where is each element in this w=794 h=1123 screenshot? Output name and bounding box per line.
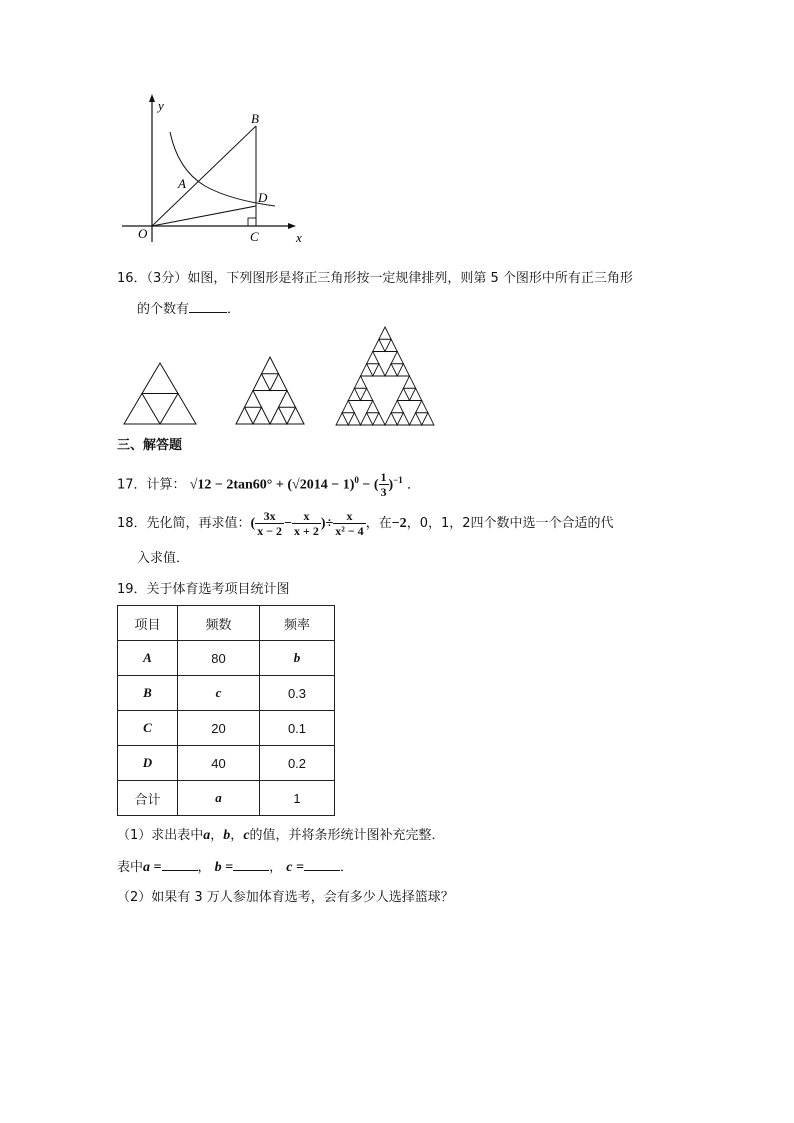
table-cell: 0.1 (260, 711, 335, 746)
q18-fraction-3: $\frac{x}{\text{x² − 4}}$ (335, 509, 364, 538)
table-cell: B (118, 676, 178, 711)
q18-minus: − (284, 516, 293, 531)
q19-sep: ， (230, 828, 244, 843)
q17-expr-b: − ( (358, 477, 379, 493)
table-cell: 0.3 (260, 676, 335, 711)
table-header-cell: 频数 (178, 606, 260, 641)
triangle-figure-3 (334, 325, 436, 427)
q19-answer-b-blank[interactable] (233, 858, 269, 871)
table-cell: c (178, 676, 260, 711)
label-o: O (138, 226, 148, 241)
q18-suffix-pre: ，在 (365, 516, 392, 531)
q18-line1 (117, 508, 614, 540)
table-row (118, 781, 335, 816)
q18-divide: ÷ (325, 516, 334, 531)
q19-part2: （2）如果有 3 万人参加体育选考，会有多少人选择篮球？ (117, 890, 454, 905)
label-d: D (258, 190, 268, 205)
q18-lparen: ( (250, 516, 256, 531)
segment-od (152, 206, 256, 226)
q17-exp-neg1: −1 (393, 475, 403, 485)
triangle-figure-2 (234, 355, 306, 426)
q16-answer-blank[interactable] (189, 300, 227, 313)
table-header-row (118, 606, 335, 641)
q17-fraction: $\frac{1}{3}$ (380, 470, 387, 500)
q17-expr-a: √12 − 2tan60° + (√2014 − 1) (189, 477, 355, 493)
table-row (118, 676, 335, 711)
table-cell: A (118, 641, 178, 676)
label-b: B (251, 111, 259, 126)
q19-answer-a-blank[interactable] (162, 858, 198, 871)
q18-line2: 入求值． (137, 551, 190, 566)
table-cell: b (260, 641, 335, 676)
q19-sep: ， (210, 828, 224, 843)
q19-fill-a-label: a = (143, 860, 162, 875)
label-y: y (158, 98, 164, 113)
q16-line2-post: ． (227, 302, 241, 317)
q19-part1 (117, 827, 445, 845)
y-axis-arrow (149, 94, 155, 102)
q19-title: 19．关于体育选考项目统计图 (117, 582, 290, 597)
q19-fill-c-label: c = (286, 860, 304, 875)
triangle-figure-1 (120, 360, 200, 426)
table-cell: 40 (178, 746, 260, 781)
q19-var-b: b (223, 828, 231, 843)
section-heading: 三、解答题 (117, 438, 183, 453)
table-cell: 80 (178, 641, 260, 676)
table-row (118, 641, 335, 676)
table-header-cell: 频率 (260, 606, 335, 641)
coordinate-graph (110, 92, 310, 250)
table-cell: 合计 (118, 781, 178, 816)
q19-fill-sep: ， (269, 860, 283, 875)
q19-fill-end: ． (340, 860, 354, 875)
q18-rparen: ) (320, 516, 326, 531)
table-cell: 20 (178, 711, 260, 746)
label-a: A (178, 176, 186, 191)
q19-answer-c-blank[interactable] (304, 858, 340, 871)
q17-prefix: 17．计算： (117, 477, 186, 493)
label-x: x (296, 230, 302, 245)
q16-line2 (137, 300, 240, 319)
q17-line (117, 468, 420, 499)
table-cell: 0.2 (260, 746, 335, 781)
stats-table (117, 605, 335, 816)
q19-part1-text: （1）求出表中 (117, 828, 204, 843)
table-cell: D (118, 746, 178, 781)
q19-var-c: c (243, 828, 250, 843)
table-cell: a (178, 781, 260, 816)
q19-fill-line (117, 858, 353, 877)
q17-suffix: ． (406, 477, 420, 493)
q16-line2-pre: 的个数有 (137, 302, 190, 317)
table-header-cell: 项目 (118, 606, 178, 641)
q19-part1-tail: 的值，并将条形统计图补充完整． (249, 828, 445, 843)
q17-expr-c: ) (388, 477, 394, 493)
q18-fraction-2: $\frac{x}{x + 2}$ (294, 509, 319, 538)
q19-fill-sep: ， (197, 860, 211, 875)
q17-exp0: 0 (354, 475, 359, 485)
q19-fill-prefix: 表中 (117, 860, 144, 875)
x-axis-arrow (288, 223, 296, 229)
q19-fill-b-label: b = (214, 860, 234, 875)
right-angle-mark (248, 218, 256, 226)
table-cell: C (118, 711, 178, 746)
q18-neg2: −2 (391, 516, 407, 531)
q18-fraction-1: $\frac{3x}{x - 2}$ (257, 509, 283, 538)
q18-prefix: 18．先化简，再求值： (117, 516, 251, 531)
q19-var-a: a (203, 828, 211, 843)
segment-ob (152, 126, 256, 226)
table-row (118, 746, 335, 781)
table-row (118, 711, 335, 746)
label-c: C (250, 229, 259, 244)
q18-suffix-post: ，0，1，2四个数中选一个合适的代 (406, 516, 614, 531)
q16-line1: 16．（3分）如图，下列图形是将正三角形按一定规律排列，则第 5 个图形中所有正三角形 (117, 271, 633, 286)
table-cell: 1 (260, 781, 335, 816)
